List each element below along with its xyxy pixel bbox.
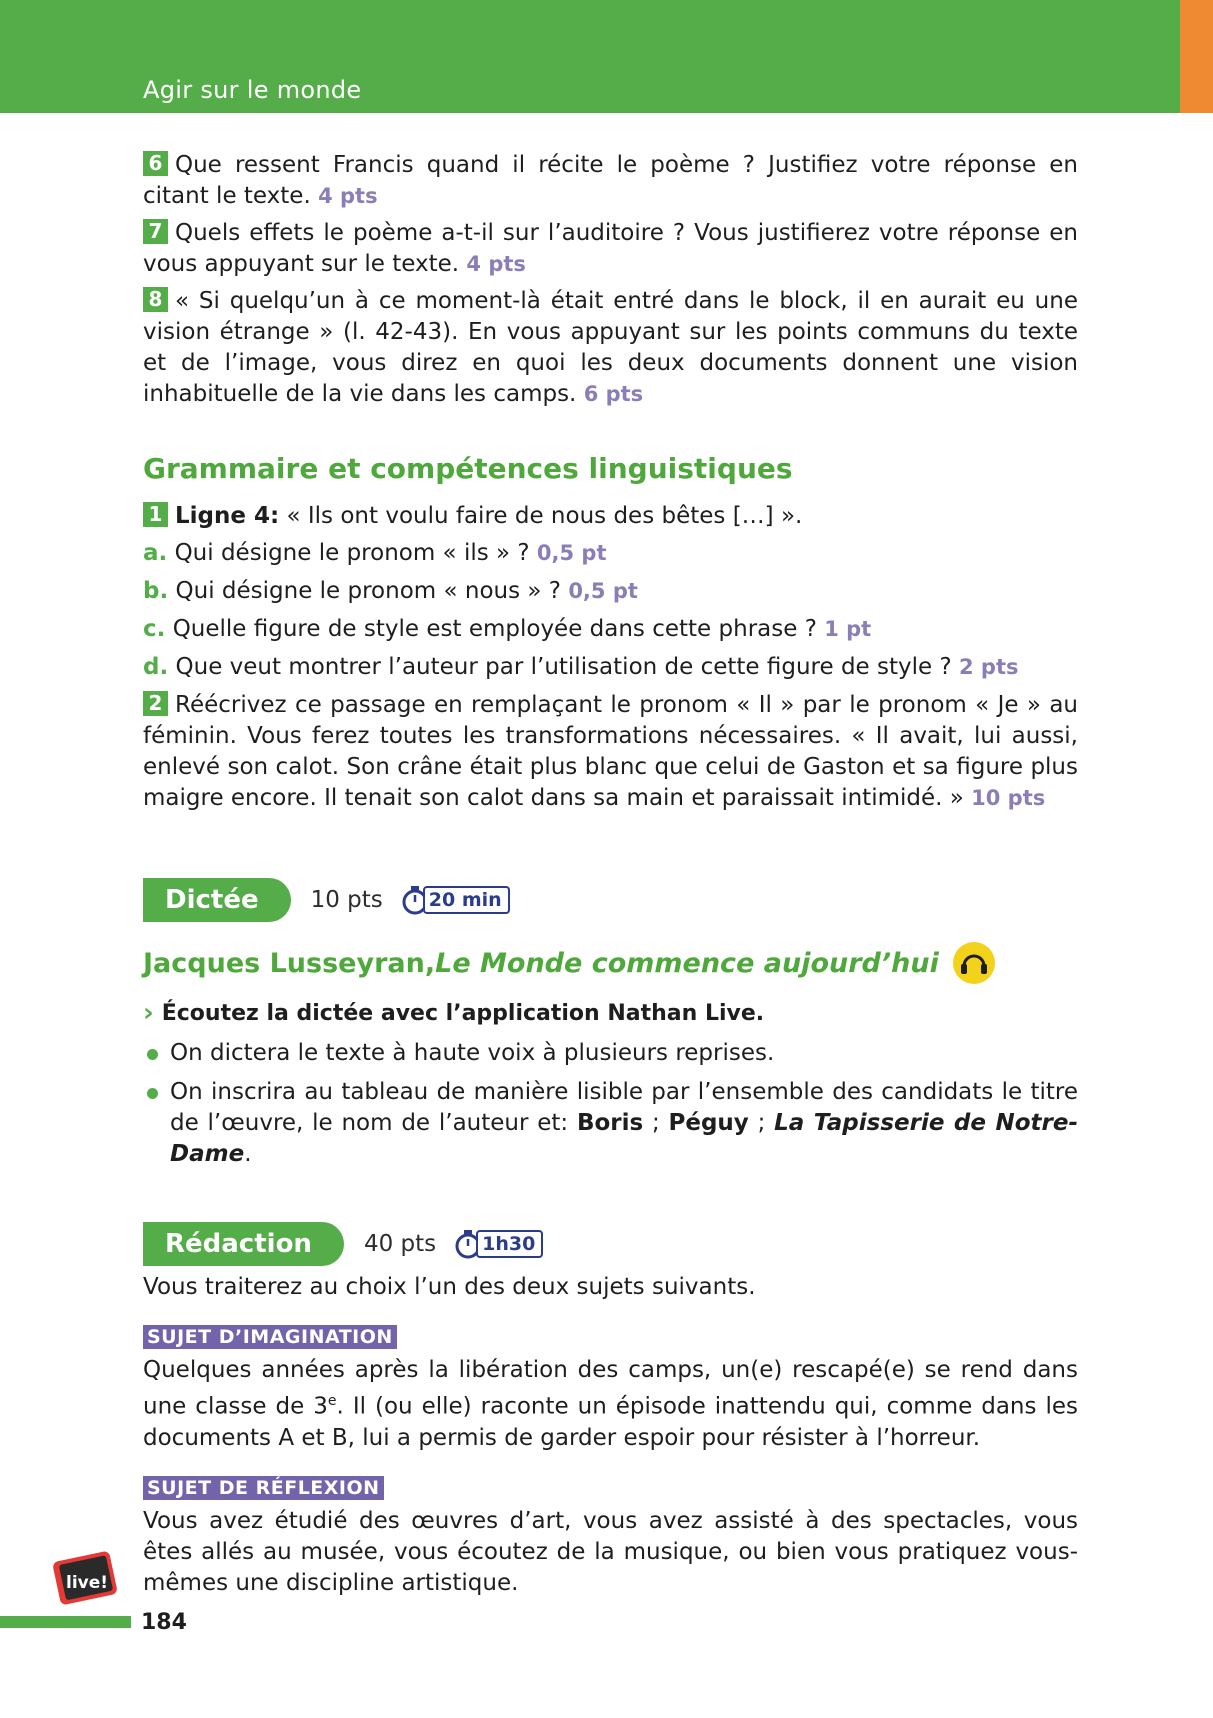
author-name: Jacques Lusseyran, [143,947,436,979]
dictee-label: Dictée [143,878,291,922]
redaction-points: 40 pts [363,1231,437,1257]
grammar-section-title: Grammaire et compétences linguistiques [143,452,793,485]
dictee-timer [401,885,510,915]
subject-imagination-tag: SUJET D’IMAGINATION [143,1325,397,1349]
redaction-label: Rédaction [143,1222,344,1266]
redaction-timer [454,1229,543,1259]
points: 1 pt [824,617,872,641]
bullet-item [143,1038,1078,1069]
sub-letter: b. [143,578,169,604]
bullet-text [170,1077,1078,1170]
headphones-icon[interactable] [953,942,995,984]
bullet-text: On dictera le texte à haute voix à plusieurs reprises. [170,1040,775,1066]
redaction-intro: Vous traiterez au choix l’un des deux sujets suivants. [143,1274,756,1300]
instruction-text: Écoutez la dictée avec l’application Nathan Live. [161,1000,765,1026]
quote: « Ils ont voulu faire de nous des bêtes […] ». [279,503,803,529]
redaction-duration: 1h30 [476,1230,543,1258]
sub-text: Quelle figure de style est employée dans cette phrase ? [172,616,817,642]
points: 2 pts [959,655,1019,679]
bullet-dot [147,1049,158,1060]
header-accent [1180,0,1213,113]
question-8 [143,286,1078,410]
points: 6 pts [583,382,644,406]
sub-question-d [143,652,1078,683]
points: 10 pts [971,786,1046,810]
sub-letter: a. [143,540,168,566]
sub-text: Que veut montrer l’auteur par l’utilisation de cette figure de style ? [175,654,952,680]
question-number: 2 [143,691,168,716]
subject-reflexion-text: Vous avez étudié des œuvres d’art, vous avez assisté à des spectacles, vous êtes allés au musée, vous écoutez de la musique, ou bien vous pratiquez vous-mêmes une discipline artistique. [143,1507,1078,1596]
sub-letter: c. [143,616,166,642]
subject-text-part: Quelques années après la libération des camps, un(e) rescapé(e) se rend dans une classe de 3 [143,1357,1078,1420]
chevron-right-icon: › [143,998,154,1028]
sub-letter: d. [143,654,169,680]
points: 4 pts [466,252,526,276]
logo-text: live! [66,1573,109,1593]
question-text: « Si quelqu’un à ce moment-là était entré dans le block, il en aurait eu une vision étrange » (l. 42-43). En vous appuyant sur les points communs du texte et de l’image, vous direz en quoi les deux documents donnent une vision inhabituelle de la vie dans les camps. [143,288,1078,407]
word-boris: Boris [576,1110,644,1136]
separator: ; [643,1110,669,1136]
sub-text: Qui désigne le pronom « nous » ? [175,578,561,604]
line-reference: Ligne 4: [175,503,280,529]
question-text: Réécrivez ce passage en remplaçant le pronom « Il » par le pronom « Je » au féminin. Vous ferez toutes les transformations nécessaires. « Il avait, lui aussi, enlevé son calot. Son crâne était plus blanc que celui de Gaston et sa figure plus maigre encore. Il tenait son calot dans sa main et paraissait intimidé. » [143,692,1078,811]
question-7 [143,218,1078,280]
question-number: 1 [143,502,168,527]
points: 0,5 pt [568,579,638,603]
grammar-question-1 [143,501,1078,532]
chapter-title: Agir sur le monde [143,76,362,104]
points: 4 pts [318,184,378,208]
question-number: 7 [143,219,168,244]
separator: ; [748,1110,775,1136]
footer-bar [0,1616,131,1628]
page-number: 184 [141,1610,187,1635]
superscript: e [327,1393,337,1409]
dictee-header [143,878,1078,922]
subject-imagination-text [143,1355,1078,1454]
points: 0,5 pt [536,541,607,565]
subject-reflexion-tag: SUJET DE RÉFLEXION [143,1476,384,1500]
sub-question-c [143,614,1078,645]
redaction-header [143,1222,1078,1266]
page-content [143,150,1078,1599]
word-tapisserie: La Tapisserie de Notre-Dame [170,1110,1078,1167]
question-text: Que ressent Francis quand il récite le poème ? Justifiez votre réponse en citant le texte. [143,152,1078,209]
sub-question-a [143,538,1078,569]
nathan-live-logo[interactable] [52,1548,132,1618]
dictee-source [143,942,1078,984]
bullet-dot [147,1088,158,1099]
dictee-duration: 20 min [423,886,510,914]
end-punctuation: . [244,1141,252,1167]
subject-text-part: . Il (ou elle) raconte un épisode inattendu qui, comme dans les documents A et B, lui a permis de garder espoir pour résister à l’horreur. [143,1393,1078,1451]
bullet-item [143,1077,1078,1170]
word-peguy: Péguy [668,1110,749,1136]
question-number: 8 [143,287,168,312]
listen-instruction [143,998,1078,1028]
sub-question-b [143,576,1078,607]
question-text: Quels effets le poème a-t-il sur l’auditoire ? Vous justifierez votre réponse en vous appuyant sur le texte. [143,220,1078,277]
question-number: 6 [143,151,168,176]
question-6 [143,150,1078,212]
sub-text: Qui désigne le pronom « ils » ? [174,540,530,566]
grammar-question-2 [143,690,1078,814]
bullet-text-main: On inscrira au tableau de manière lisible par l’ensemble des candidats le titre de l’œuvre, le nom de l’auteur et: [170,1079,1078,1136]
dictee-points: 10 pts [310,887,383,913]
work-title: Le Monde commence aujourd’hui [435,947,939,979]
